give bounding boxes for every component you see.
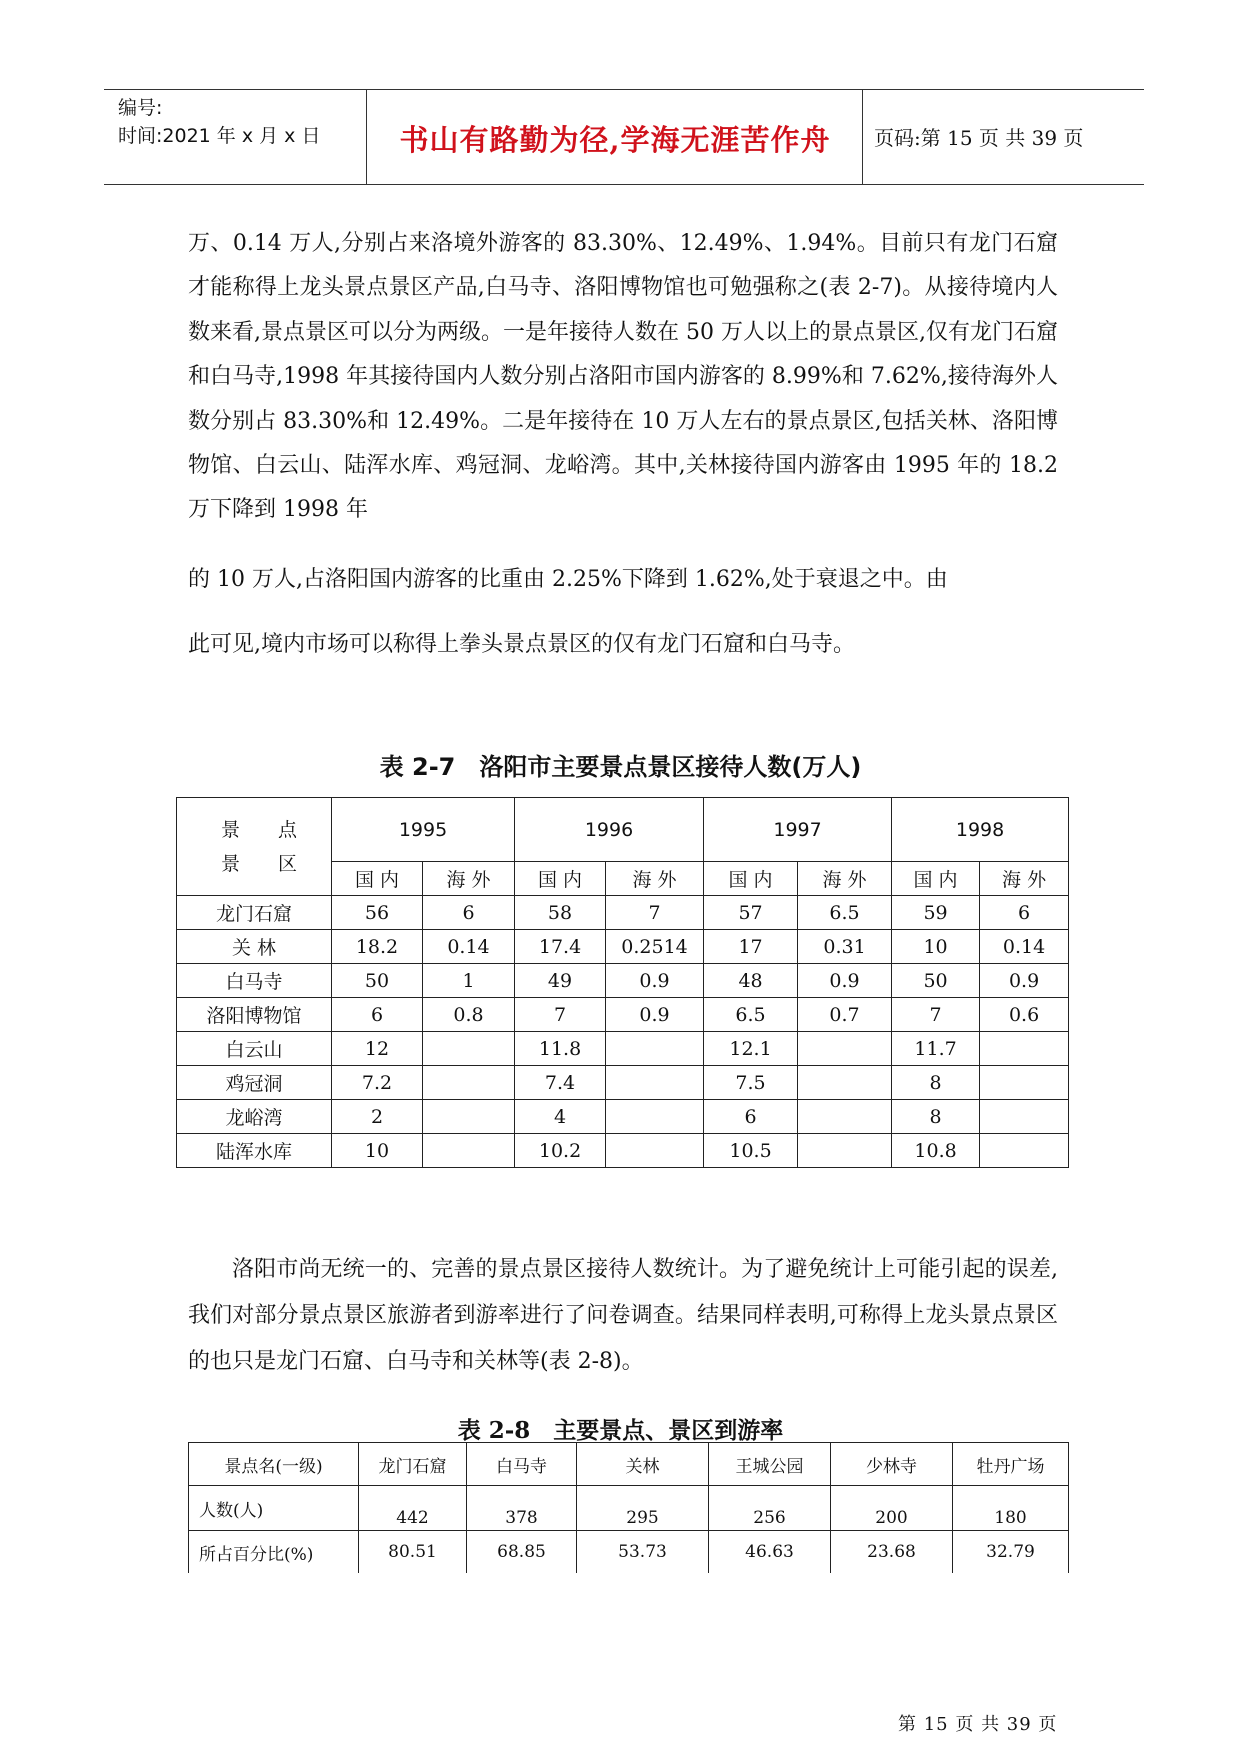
table-2-8-caption: 表 2-8 主要景点、景区到游率 (457, 1417, 784, 1444)
table-row (177, 998, 1069, 1032)
table-cell: 58 (515, 896, 606, 930)
table-cell: 0.9 (606, 998, 704, 1032)
table-cell: 442 (359, 1486, 467, 1531)
table-cell: 7 (892, 998, 980, 1032)
table-cell: 8 (892, 1066, 980, 1100)
header-page-label: 页码:第 15 页 共 39 页 (874, 126, 1084, 150)
table-cell: 7.5 (704, 1066, 798, 1100)
table-row (189, 1486, 1069, 1531)
table-cell: 0.9 (606, 964, 704, 998)
column-header: 牡丹广场 (953, 1443, 1069, 1486)
table-cell: 6 (332, 998, 423, 1032)
table-cell: 7.2 (332, 1066, 423, 1100)
domestic-subheader: 国 内 (704, 862, 798, 896)
table-cell (423, 1134, 515, 1168)
table-2-7-caption: 表 2-7 洛阳市主要景点景区接待人数(万人) (379, 753, 862, 781)
table-cell: 17.4 (515, 930, 606, 964)
table-cell: 18.2 (332, 930, 423, 964)
year-header: 1996 (515, 798, 704, 862)
header-motto: 书山有路勤为径,学海无涯苦作舟 (399, 123, 831, 157)
table-cell: 12 (332, 1032, 423, 1066)
table-cell: 0.9 (980, 964, 1069, 998)
year-header: 1998 (892, 798, 1069, 862)
domestic-subheader: 国 内 (515, 862, 606, 896)
table-cell (798, 1032, 892, 1066)
table-cell: 11.7 (892, 1032, 980, 1066)
table-cell: 56 (332, 896, 423, 930)
table-header-row (189, 1443, 1069, 1486)
table-cell (423, 1032, 515, 1066)
table-cell: 2 (332, 1100, 423, 1134)
overseas-subheader: 海 外 (423, 862, 515, 896)
column-header: 白马寺 (467, 1443, 577, 1486)
header-divider (862, 90, 863, 184)
column-header: 龙门石窟 (359, 1443, 467, 1486)
table-cell: 7 (515, 998, 606, 1032)
table-cell: 10 (892, 930, 980, 964)
table-cell (423, 1100, 515, 1134)
row-label: 陆浑水库 (177, 1134, 332, 1168)
row-label: 鸡冠洞 (177, 1066, 332, 1100)
row-label: 白马寺 (177, 964, 332, 998)
table-cell (980, 1066, 1069, 1100)
table-cell: 0.2514 (606, 930, 704, 964)
table-cell: 0.31 (798, 930, 892, 964)
table-row (177, 930, 1069, 964)
header-divider (366, 90, 367, 184)
table-cell: 80.51 (359, 1531, 467, 1574)
table-corner-cell (177, 798, 332, 896)
table-cell (980, 1100, 1069, 1134)
corner-bottom-label: 景 区 (221, 852, 314, 875)
table-cell: 7.4 (515, 1066, 606, 1100)
overseas-subheader: 海 外 (606, 862, 704, 896)
table-cell (606, 1032, 704, 1066)
table-cell: 10.8 (892, 1134, 980, 1168)
table-cell: 57 (704, 896, 798, 930)
page-footer: 第 15 页 共 39 页 (898, 1714, 1058, 1735)
table-cell: 0.8 (423, 998, 515, 1032)
table-cell: 0.14 (423, 930, 515, 964)
table-cell (980, 1134, 1069, 1168)
year-header: 1995 (332, 798, 515, 862)
row-label: 人数(人) (189, 1486, 359, 1531)
table-cell: 0.6 (980, 998, 1069, 1032)
table-cell: 4 (515, 1100, 606, 1134)
table-cell: 48 (704, 964, 798, 998)
table-cell: 10.5 (704, 1134, 798, 1168)
table-cell: 50 (892, 964, 980, 998)
table-cell: 68.85 (467, 1531, 577, 1574)
table-cell: 6 (980, 896, 1069, 930)
table-cell: 50 (332, 964, 423, 998)
table-cell: 6.5 (798, 896, 892, 930)
year-header: 1997 (704, 798, 892, 862)
body-paragraph-1: 万、0.14 万人,分别占来洛境外游客的 83.30%、12.49%、1.94%。目前只有龙门石窟才能称得上龙头景点景区产品,白马寺、洛阳博物馆也可勉强称之(表 2-7)。从接待境内人数来看,景点景区可以分为两级。一是年接待人数在 50 万人以上的景点景区,仅有龙门石窟和白马寺,1998 年其接待国内人数分别占洛阳市国内游客的 8.99%和 7.62%,接待海外人数分别占 83.30%和 12.49%。二是年接待在 10 万人左右的景点景区,包括关林、洛阳博物馆、白云山、陆浑水库、鸡冠洞、龙峪湾。其中,关林接待国内游客由 1995 年的 18.2 万下降到 1998 年 (188, 231, 1058, 523)
table-cell: 0.9 (798, 964, 892, 998)
table-cell (423, 1066, 515, 1100)
row-label: 龙门石窟 (177, 896, 332, 930)
table-2-8 (188, 1442, 1069, 1573)
body-paragraph-3: 此可见,境内市场可以称得上拳头景点景区的仅有龙门石窟和白马寺。 (188, 632, 855, 657)
body-paragraph-4: 洛阳市尚无统一的、完善的景点景区接待人数统计。为了避免统计上可能引起的误差,我们对部分景点景区旅游者到游率进行了问卷调查。结果同样表明,可称得上龙头景点景区的也只是龙门石窟、白马寺和关林等(表 2-8)。 (188, 1257, 1058, 1374)
table-cell: 6 (704, 1100, 798, 1134)
table-cell: 46.63 (709, 1531, 831, 1574)
domestic-subheader: 国 内 (892, 862, 980, 896)
table-cell: 0.7 (798, 998, 892, 1032)
table-cell: 8 (892, 1100, 980, 1134)
column-header: 关林 (577, 1443, 709, 1486)
table-cell: 10.2 (515, 1134, 606, 1168)
column-header: 王城公园 (709, 1443, 831, 1486)
page-header (104, 89, 1144, 185)
table-cell (798, 1066, 892, 1100)
table-cell: 23.68 (831, 1531, 953, 1574)
table-cell: 11.8 (515, 1032, 606, 1066)
row-label: 关 林 (177, 930, 332, 964)
table-cell: 53.73 (577, 1531, 709, 1574)
table-row (177, 1032, 1069, 1066)
table-cell: 7 (606, 896, 704, 930)
row-label: 洛阳博物馆 (177, 998, 332, 1032)
overseas-subheader: 海 外 (798, 862, 892, 896)
table-cell: 378 (467, 1486, 577, 1531)
table-cell: 6.5 (704, 998, 798, 1032)
row-label: 景点名(一级) (189, 1443, 359, 1486)
header-meta (118, 94, 320, 150)
overseas-subheader: 海 外 (980, 862, 1069, 896)
table-cell: 59 (892, 896, 980, 930)
domestic-subheader: 国 内 (332, 862, 423, 896)
table-row (189, 1531, 1069, 1574)
table-cell (798, 1100, 892, 1134)
row-label: 龙峪湾 (177, 1100, 332, 1134)
table-cell (606, 1100, 704, 1134)
table-cell: 17 (704, 930, 798, 964)
table-cell: 49 (515, 964, 606, 998)
table-cell: 1 (423, 964, 515, 998)
table-row (177, 1100, 1069, 1134)
table-row (177, 1066, 1069, 1100)
table-cell: 32.79 (953, 1531, 1069, 1574)
table-cell: 295 (577, 1486, 709, 1531)
header-number-label: 编号: (118, 97, 163, 119)
table-cell: 12.1 (704, 1032, 798, 1066)
header-time-label: 时间:2021 年 x 月 x 日 (118, 125, 321, 147)
table-2-7 (176, 797, 1069, 1168)
table-cell (798, 1134, 892, 1168)
table-cell (980, 1032, 1069, 1066)
row-label: 所占百分比(%) (189, 1531, 359, 1574)
table-cell (606, 1134, 704, 1168)
table-row (177, 896, 1069, 930)
table-row (177, 964, 1069, 998)
table-cell: 0.14 (980, 930, 1069, 964)
row-label: 白云山 (177, 1032, 332, 1066)
column-header: 少林寺 (831, 1443, 953, 1486)
table-cell: 200 (831, 1486, 953, 1531)
table-cell (606, 1066, 704, 1100)
table-cell: 256 (709, 1486, 831, 1531)
corner-top-label: 景 点 (221, 818, 314, 841)
table-cell: 6 (423, 896, 515, 930)
table-cell: 10 (332, 1134, 423, 1168)
body-paragraph-2: 的 10 万人,占洛阳国内游客的比重由 2.25%下降到 1.62%,处于衰退之中。由 (188, 567, 948, 592)
table-cell: 180 (953, 1486, 1069, 1531)
table-row (177, 1134, 1069, 1168)
